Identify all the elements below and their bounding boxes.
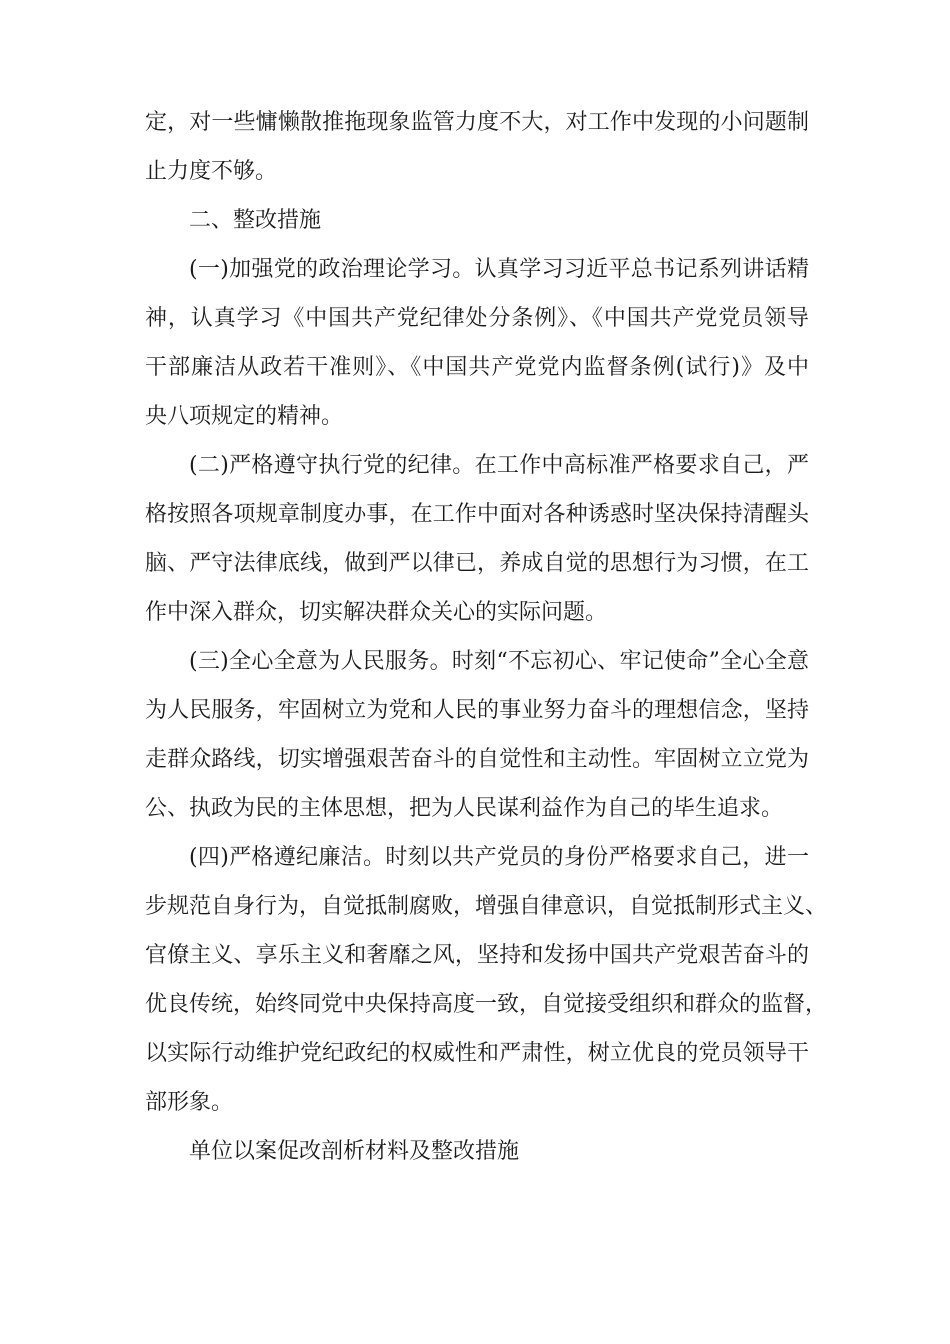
text-line: (一)加强党的政治理论学习。认真学习习近平总书记系列讲话精 <box>189 257 809 282</box>
text-line: (四)严格遵纪廉洁。时刻以共产党员的身份严格要求自己，进一 <box>189 845 809 870</box>
text-line: 优良传统，始终同党中央保持高度一致，自觉接受组织和群众的监督， <box>145 992 828 1017</box>
text-line: 作中深入群众，切实解决群众关心的实际问题。 <box>145 600 608 625</box>
text-line: 部形象。 <box>145 1090 234 1115</box>
text-line: 以实际行动维护党纪政纪的权威性和严肃性，树立优良的党员领导干 <box>145 1041 809 1066</box>
text-line: 公、执政为民的主体思想，把为人民谋利益作为自己的毕生追求。 <box>145 796 784 821</box>
text-line: 二、整改措施 <box>189 208 322 233</box>
text-line: 格按照各项规章制度办事，在工作中面对各种诱惑时坚决保持清醒头 <box>145 502 809 527</box>
text-line: 为人民服务，牢固树立为党和人民的事业努力奋斗的理想信念，坚持 <box>145 698 809 723</box>
text-line: 干部廉洁从政若干准则》、《中国共产党党内监督条例(试行)》及中 <box>145 355 809 380</box>
text-line: 官僚主义、享乐主义和奢靡之风，坚持和发扬中国共产党艰苦奋斗的 <box>145 943 809 968</box>
text-line: 定，对一些慵懒散推拖现象监管力度不大，对工作中发现的小问题制 <box>145 110 809 135</box>
text-line: (二)严格遵守执行党的纪律。在工作中高标准严格要求自己，严 <box>189 453 809 478</box>
text-line: 央八项规定的精神。 <box>145 404 344 429</box>
text-line: 止力度不够。 <box>145 159 278 184</box>
text-line: 脑、严守法律底线，做到严以律已，养成自觉的思想行为习惯，在工 <box>145 551 809 576</box>
text-line: 单位以案促改剖析材料及整改措施 <box>189 1139 520 1164</box>
document-body <box>145 98 828 1176</box>
text-line: 走群众路线，切实增强艰苦奋斗的自觉性和主动性。牢固树立立党为 <box>145 747 809 772</box>
text-line: (三)全心全意为人民服务。时刻“不忘初心、牢记使命”全心全意 <box>189 649 809 674</box>
text-line: 神，认真学习《中国共产党纪律处分条例》、《中国共产党党员领导 <box>145 306 809 331</box>
text-line: 步规范自身行为，自觉抵制腐败，增强自律意识，自觉抵制形式主义、 <box>145 894 828 919</box>
